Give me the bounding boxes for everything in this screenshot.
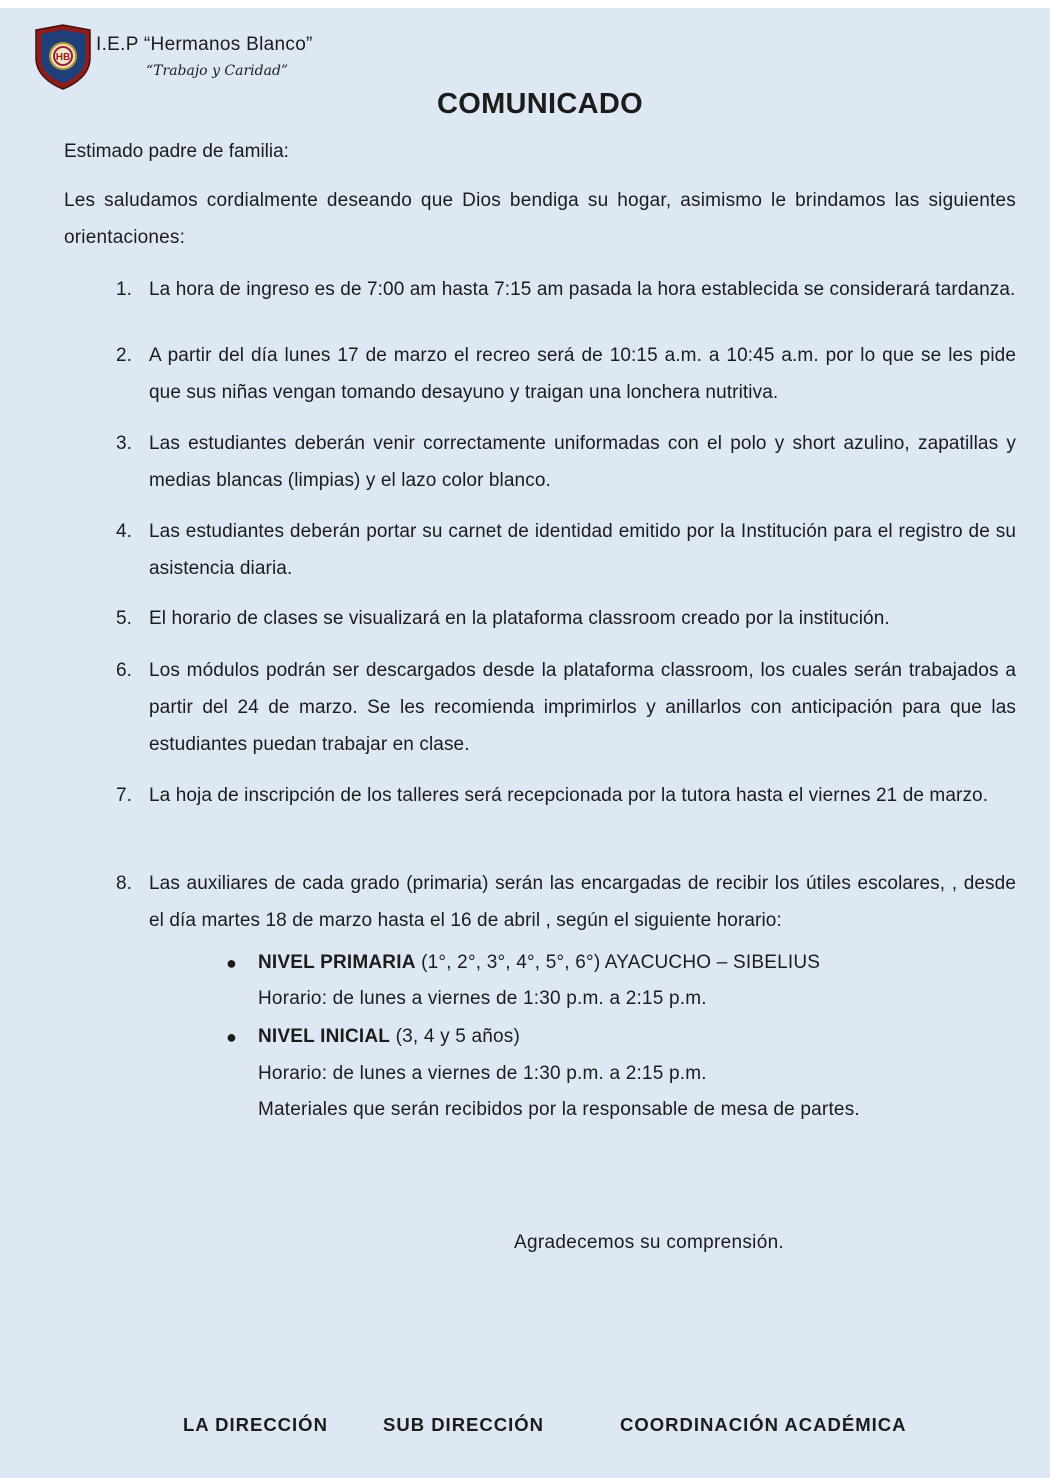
list-item-number: 6. bbox=[116, 660, 133, 681]
level-initial-heading bbox=[258, 1026, 520, 1048]
list-item-text: La hora de ingreso es de 7:00 am hasta 7:15 am pasada la hora establecida se considerará tardanza. bbox=[149, 279, 1016, 300]
level-initial-detail: (3, 4 y 5 años) bbox=[395, 1026, 521, 1047]
list-item-number: 4. bbox=[116, 521, 133, 542]
level-primary-schedule: Horario: de lunes a viernes de 1:30 p.m. a 2:15 p.m. bbox=[258, 988, 707, 1009]
list-item-number: 2. bbox=[116, 345, 133, 366]
level-primary-heading bbox=[258, 952, 820, 974]
level-primary-label: NIVEL PRIMARIA bbox=[258, 952, 416, 973]
list-item-text: Las estudiantes deberán portar su carnet de identidad emitido por la Institución para el registro de su asistencia diaria. bbox=[149, 521, 1016, 579]
school-name: I.E.P “Hermanos Blanco” bbox=[96, 34, 313, 55]
level-primary-detail: (1°, 2°, 3°, 4°, 5°, 6°) AYACUCHO – SIBELIUS bbox=[421, 952, 821, 973]
bullet-icon: ● bbox=[226, 953, 237, 973]
greeting: Estimado padre de familia: bbox=[64, 141, 289, 162]
school-motto: “Trabajo y Caridad” bbox=[146, 63, 289, 79]
list-item-text: La hoja de inscripción de los talleres será recepcionada por la tutora hasta el viernes 21 de marzo. bbox=[149, 785, 989, 806]
intro-paragraph: Les saludamos cordialmente deseando que Dios bendiga su hogar, asimismo le brindamos las siguientes orientaciones: bbox=[64, 190, 1016, 248]
materials-note: Materiales que serán recibidos por la responsable de mesa de partes. bbox=[258, 1099, 860, 1120]
list-item-number: 5. bbox=[116, 608, 133, 629]
document-page bbox=[0, 8, 1050, 1478]
list-item-text: Las estudiantes deberán venir correctamente uniformadas con el polo y short azulino, zapatillas y medias blancas (limpias) y el lazo color blanco. bbox=[149, 433, 1016, 491]
list-item bbox=[64, 276, 1016, 303]
document-title: COMUNICADO bbox=[437, 88, 643, 120]
list-item bbox=[64, 652, 1016, 763]
level-initial-schedule: Horario: de lunes a viernes de 1:30 p.m. a 2:15 p.m. bbox=[258, 1063, 707, 1084]
level-initial-label: NIVEL INICIAL bbox=[258, 1026, 391, 1047]
list-item-text: A partir del día lunes 17 de marzo el recreo será de 10:15 a.m. a 10:45 a.m. por lo que se les pide que sus niñas vengan tomando desayuno y traigan una lonchera nutritiva. bbox=[149, 345, 1016, 403]
list-item-text: El horario de clases se visualizará en la plataforma classroom creado por la institución. bbox=[149, 608, 890, 629]
list-item bbox=[64, 600, 1016, 637]
signature-sub-direccion: SUB DIRECCIÓN bbox=[383, 1414, 545, 1435]
svg-text:HB: HB bbox=[55, 52, 71, 63]
list-item-number: 7. bbox=[116, 785, 133, 806]
list-item-text: Las auxiliares de cada grado (primaria) serán las encargadas de recibir los útiles escolares, , desde el día martes 18 de marzo hasta el 16 de abril , según el siguiente horario: bbox=[149, 873, 1016, 931]
closing-thanks: Agradecemos su comprensión. bbox=[514, 1232, 785, 1253]
list-item-text: Los módulos podrán ser descargados desde la plataforma classroom, los cuales serán trabajados a partir del 24 de marzo. Se les recomienda imprimirlos y anillarlos con anticipación para que las estudiantes puedan trabajar en clase. bbox=[149, 660, 1016, 755]
list-item-number: 8. bbox=[116, 873, 133, 894]
list-item bbox=[64, 513, 1016, 587]
bullet-icon: ● bbox=[226, 1027, 237, 1047]
list-item bbox=[64, 865, 1016, 939]
list-item bbox=[64, 425, 1016, 499]
list-item-number: 1. bbox=[116, 279, 133, 300]
signature-direccion: LA DIRECCIÓN bbox=[183, 1414, 328, 1435]
list-item bbox=[64, 337, 1016, 411]
signature-coordinacion: COORDINACIÓN ACADÉMICA bbox=[620, 1414, 907, 1435]
list-item bbox=[64, 777, 1016, 814]
list-item-number: 3. bbox=[116, 433, 133, 454]
school-crest-logo bbox=[34, 24, 92, 90]
